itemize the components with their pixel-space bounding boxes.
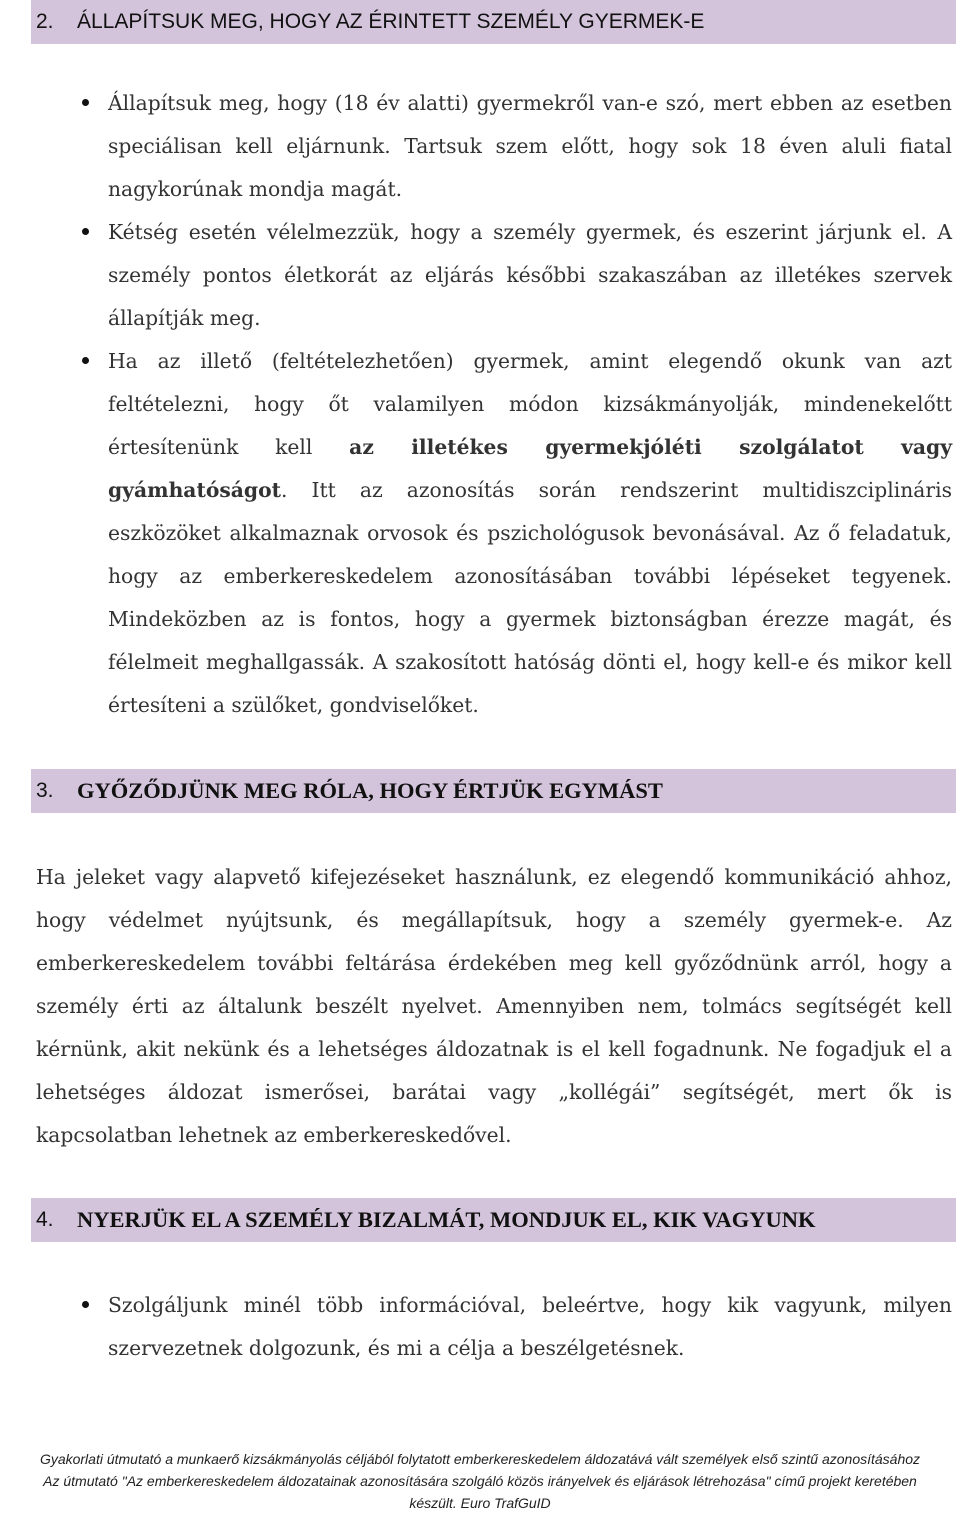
footer-line: Gyakorlati útmutató a munkaerő kizsákmányolás céljából folytatott emberkereskedelem áldozatává vált személyek első szintű azonosításához <box>39 1451 921 1467</box>
section-number: 2. <box>36 10 54 33</box>
section-3-paragraph: Ha jeleket vagy alapvető kifejezéseket használunk, ez elegendő kommunikáció ahhoz, hogy védelmet nyújtsunk, és megállapítsuk, hogy a személy gyermek-e. Az emberkereskedelem további feltárása érdekében meg kell győződnünk arról, hogy a személy érti az általunk beszélt nyelvet. Amennyiben nem, tolmács segítségét kell kérnünk, akit nekünk és a lehetséges áldozatnak is el kell fogadnunk. Ne fogadjuk el a lehetséges áldozat ismerősei, barátai vagy „kollégái” segítségét, mert ők is kapcsolatban lehetnek az emberkereskedővel. <box>36 865 952 1147</box>
section-number: 3. <box>36 779 54 802</box>
list-item <box>108 211 952 340</box>
bullet-icon <box>82 228 89 235</box>
section-2-bullet-list <box>108 82 952 727</box>
section-title: GYŐZŐDJÜNK MEG RÓLA, HOGY ÉRTJÜK EGYMÁST <box>77 778 663 803</box>
page-footer <box>0 1448 960 1514</box>
bullet-icon <box>82 357 89 364</box>
section-4-bullet-list <box>108 1284 952 1370</box>
section-title: ÁLLAPÍTSUK MEG, HOGY AZ ÉRINTETT SZEMÉLY GYERMEK-E <box>77 10 705 33</box>
footer-line: Az útmutató "Az emberkereskedelem áldozatainak azonosítására szolgáló közös irányelvek és eljárások létrehozása" című projekt keretében <box>43 1473 917 1489</box>
bullet-text: Kétség esetén vélelmezzük, hogy a személy gyermek, és eszerint járjunk el. A személy pontos életkorát az eljárás későbbi szakaszában az illetékes szervek állapítják meg. <box>108 220 952 330</box>
bullet-text-part: . Itt az azonosítás során rendszerint multidiszciplináris eszközöket alkalmaznak orvosok és pszichológusok bevonásával. Az ő feladatuk, hogy az emberkereskedelem azonosításában további lépéseket tegyenek. Mindeközben az is fontos, hogy a gyermek biztonságban érezze magát, és félelmeit meghallgassák. A szakosított hatóság dönti el, hogy kell-e és mikor kell értesíteni a szülőket, gondviselőket. <box>108 478 952 717</box>
section-3-heading <box>31 769 956 813</box>
list-item <box>108 340 952 727</box>
list-item <box>108 82 952 211</box>
bullet-text-part: Ha az illető (feltételezhetően) gyermek, amint elegendő okunk van azt feltételezni, hogy őt valamilyen módon kizsákmányolják, mindenekelőtt értesítenünk kell <box>108 349 952 459</box>
section-2-heading <box>31 0 956 44</box>
section-title: NYERJÜK EL A SZEMÉLY BIZALMÁT, MONDJUK EL, KIK VAGYUNK <box>77 1207 816 1232</box>
section-4-heading <box>31 1198 956 1242</box>
bullet-icon <box>82 1301 89 1308</box>
bullet-text: Szolgáljunk minél több információval, beleértve, hogy kik vagyunk, milyen szervezetnek dolgozunk, és mi a célja a beszélgetésnek. <box>108 1293 952 1360</box>
bullet-text: Állapítsuk meg, hogy (18 év alatti) gyermekről van-e szó, mert ebben az esetben speciálisan kell eljárnunk. Tartsuk szem előtt, hogy sok 18 éven aluli fiatal nagykorúnak mondja magát. <box>108 91 952 201</box>
bullet-text <box>108 340 952 727</box>
section-number: 4. <box>36 1208 54 1231</box>
list-item <box>108 1284 952 1370</box>
footer-line: készült. Euro TrafGuID <box>409 1495 551 1511</box>
bullet-text-bold: az illetékes gyermekjóléti szolgálatot vagy gyámhatóságot <box>108 435 953 502</box>
bullet-icon <box>82 99 89 106</box>
